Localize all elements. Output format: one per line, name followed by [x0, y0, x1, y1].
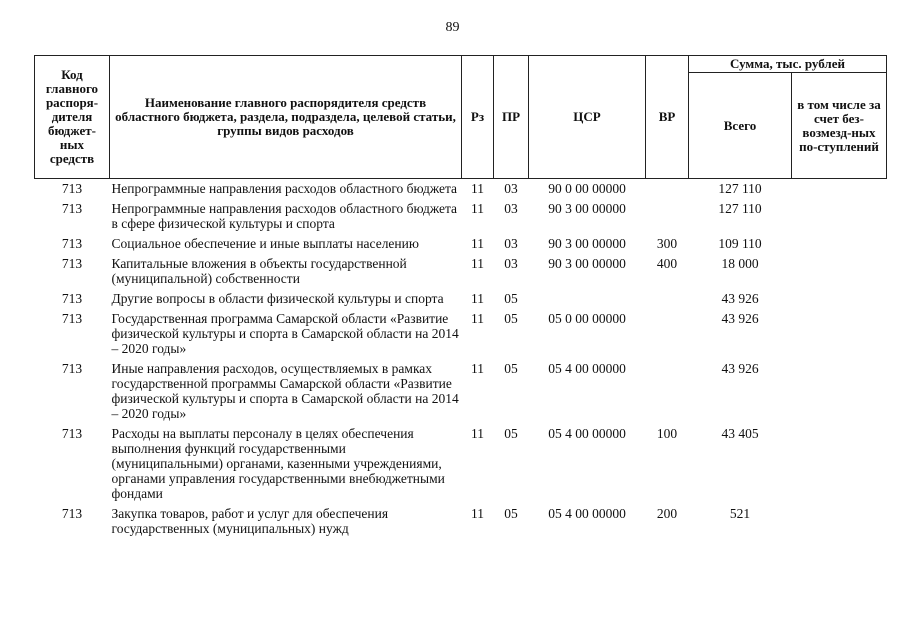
cell-pr: 05: [504, 311, 518, 326]
cell-csr: 05 4 00 00000: [548, 506, 626, 521]
cell-name: Капитальные вложения в объекты государственной (муниципальной) собственности: [111, 256, 407, 286]
cell-rz: 11: [471, 291, 484, 306]
cell-rz: 11: [471, 201, 484, 216]
cell-rz: 11: [471, 236, 484, 251]
cell-name: Закупка товаров, работ и услуг для обеспечения государственных (муниципальных) нужд: [111, 506, 389, 536]
cell-pr: 05: [504, 506, 518, 521]
budget-table: [34, 55, 887, 539]
page-number: 89: [445, 20, 460, 35]
cell-total: 43 926: [721, 311, 759, 326]
cell-name: Непрограммные направления расходов областного бюджета в сфере физической культуры и спорта: [111, 201, 458, 231]
cell-total: 43 926: [721, 291, 759, 306]
cell-incl: [792, 424, 887, 504]
cell-total: 109 110: [718, 236, 762, 251]
cell-incl: [792, 309, 887, 359]
header-name: Наименование главного распорядителя средств областного бюджета, раздела, подраздела, целевой статьи, группы видов расходов: [110, 56, 462, 179]
cell-rz: 11: [471, 311, 484, 326]
cell-pr: 05: [504, 291, 518, 306]
cell-rz: 11: [471, 256, 484, 271]
cell-total: 127 110: [718, 201, 762, 216]
cell-csr: 90 3 00 00000: [548, 256, 626, 271]
cell-incl: [792, 179, 887, 200]
header-vr: ВР: [646, 56, 689, 179]
cell-vr: [646, 309, 689, 359]
cell-rz: 11: [471, 181, 484, 196]
table-row: [35, 309, 887, 359]
table-row: [35, 234, 887, 254]
cell-pr: 05: [504, 426, 518, 441]
cell-name: Другие вопросы в области физической культуры и спорта: [111, 291, 444, 306]
cell-incl: [792, 234, 887, 254]
cell-csr: 05 4 00 00000: [548, 426, 626, 441]
cell-total: 18 000: [721, 256, 759, 271]
cell-rz: 11: [471, 361, 484, 376]
cell-name: Иные направления расходов, осуществляемых в рамках государственной программы Самарской области «Развитие физической культуры и спорта в Самарской области на 2014 – 2020 годы»: [111, 361, 459, 421]
header-rz: Рз: [462, 56, 494, 179]
table-row: [35, 359, 887, 424]
header-amount-group: Сумма, тыс. рублей: [689, 56, 887, 73]
cell-vr: 400: [656, 256, 678, 271]
cell-name: Непрограммные направления расходов областного бюджета: [111, 181, 458, 196]
table-body: [35, 179, 887, 540]
cell-vr: 100: [656, 426, 678, 441]
cell-total: 43 926: [721, 361, 759, 376]
header-code: Код главного распоря-дителя бюджет-ных средств: [35, 56, 110, 179]
header-row-top: [35, 56, 887, 73]
cell-rz: 11: [471, 426, 484, 441]
cell-pr: 03: [504, 201, 518, 216]
cell-incl: [792, 504, 887, 539]
header-total: Всего: [689, 73, 792, 179]
cell-code: 713: [61, 361, 83, 376]
cell-code: 713: [61, 426, 83, 441]
cell-name: Расходы на выплаты персоналу в целях обеспечения выполнения функций государственными (муниципальными) органами, казенными учреждениями, органами управления государственными внебюджетными фондами: [111, 426, 445, 501]
cell-vr: 300: [656, 236, 678, 251]
table-row: [35, 424, 887, 504]
cell-code: 713: [61, 506, 83, 521]
cell-incl: [792, 289, 887, 309]
cell-csr: 05 0 00 00000: [548, 311, 626, 326]
cell-csr: 90 3 00 00000: [548, 236, 626, 251]
cell-pr: 03: [504, 181, 518, 196]
cell-pr: 03: [504, 256, 518, 271]
cell-pr: 03: [504, 236, 518, 251]
cell-code: 713: [61, 291, 83, 306]
cell-code: 713: [61, 181, 83, 196]
cell-code: 713: [61, 311, 83, 326]
cell-rz: 11: [471, 506, 484, 521]
cell-total: 127 110: [718, 181, 762, 196]
cell-incl: [792, 254, 887, 289]
cell-vr: [646, 179, 689, 200]
cell-code: 713: [61, 201, 83, 216]
cell-csr: 05 4 00 00000: [548, 361, 626, 376]
cell-pr: 05: [504, 361, 518, 376]
header-incl: в том числе за счет без-возмезд-ных по-ступлений: [792, 73, 887, 179]
header-pr: ПР: [494, 56, 529, 179]
cell-csr: [529, 289, 646, 309]
cell-vr: [646, 359, 689, 424]
cell-code: 713: [61, 256, 83, 271]
cell-csr: 90 0 00 00000: [548, 181, 626, 196]
header-csr: ЦСР: [529, 56, 646, 179]
cell-total: 43 405: [721, 426, 759, 441]
cell-name: Социальное обеспечение и иные выплаты населению: [111, 236, 419, 251]
cell-vr: [646, 199, 689, 234]
table-row: [35, 254, 887, 289]
table-row: [35, 199, 887, 234]
cell-incl: [792, 199, 887, 234]
cell-total: 521: [729, 506, 751, 521]
cell-code: 713: [61, 236, 83, 251]
table-row: [35, 504, 887, 539]
cell-incl: [792, 359, 887, 424]
cell-vr: [646, 289, 689, 309]
cell-name: Государственная программа Самарской области «Развитие физической культуры и спорта в Самарской области на 2014 – 2020 годы»: [111, 311, 459, 356]
cell-vr: 200: [656, 506, 678, 521]
table-row: [35, 179, 887, 200]
cell-csr: 90 3 00 00000: [548, 201, 626, 216]
table-row: [35, 289, 887, 309]
